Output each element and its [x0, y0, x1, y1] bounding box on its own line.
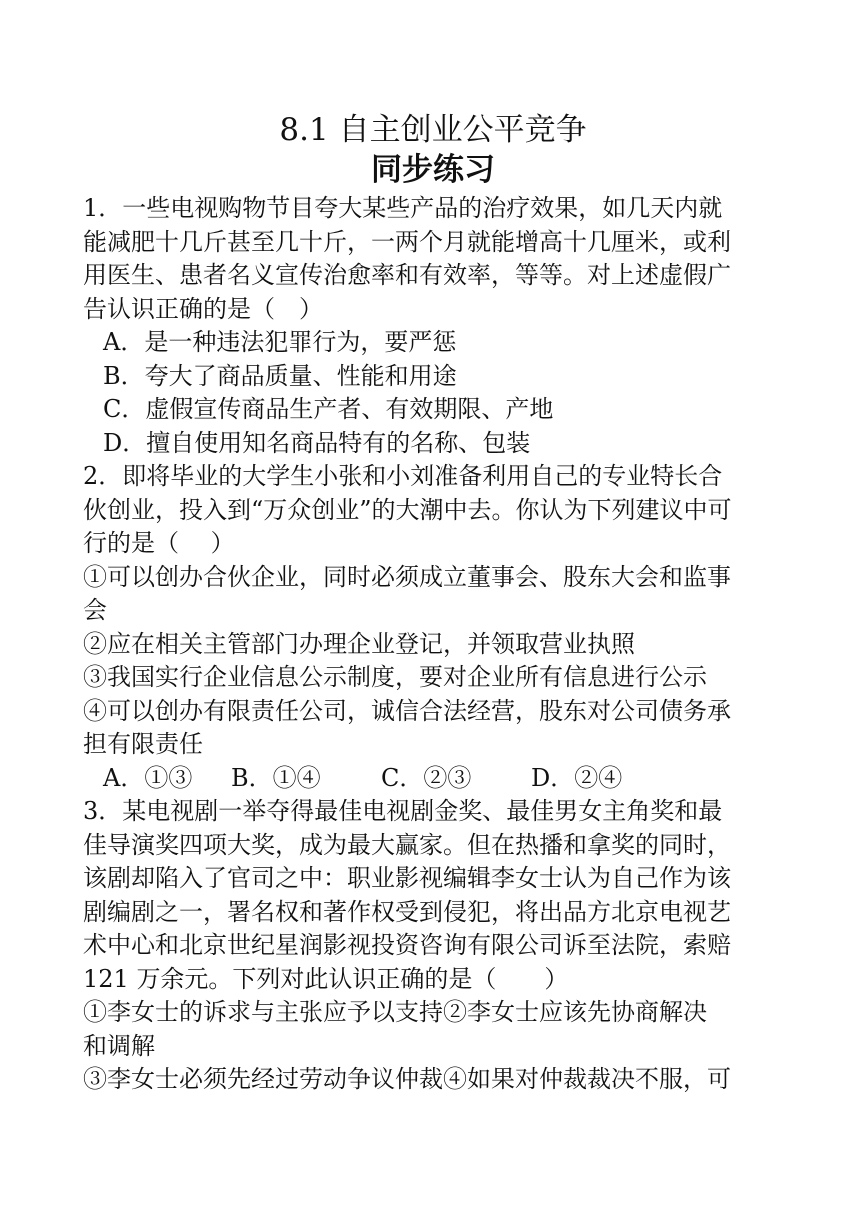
question-2-choice-a: A．①③	[103, 763, 193, 792]
question-3-text-line: 剧编剧之一，署名权和著作权受到侵犯，将出品方北京电视艺	[83, 897, 731, 926]
question-3-statement-3-4: ③李女士必须先经过劳动争议仲裁④如果对仲裁裁决不服，可	[83, 1065, 731, 1093]
page-subtitle: 同步练习	[371, 152, 495, 188]
question-3	[83, 795, 783, 1097]
question-3-text-line: 该剧却陷入了官司之中：职业影视编辑李女士认为自己作为该	[83, 864, 731, 892]
question-3-text-line: 术中心和北京世纪星润影视投资咨询有限公司诉至法院，索赔	[83, 931, 731, 959]
question-3-text-line: 121 万余元。下列对此认识正确的是（ ）	[83, 964, 569, 993]
question-3-text-line: 佳导演奖四项大奖，成为最大赢家。但在热播和拿奖的同时，	[83, 830, 731, 859]
question-2-statement-2: ②应在相关主管部门办理企业登记，并领取营业执照	[83, 629, 635, 658]
question-3-text-line: 3．某电视剧一举夺得最佳电视剧金奖、最佳男女主角奖和最	[83, 797, 723, 825]
question-1-text-line: 用医生、患者名义宣传治愈率和有效率，等等。对上述虚假广	[83, 261, 731, 289]
question-2-text-line: 2．即将毕业的大学生小张和小刘准备利用自己的专业特长合	[83, 462, 723, 490]
question-2	[83, 460, 783, 795]
question-2-choices	[83, 762, 783, 796]
question-2-statement-1: ①可以创办合伙企业，同时必须成立董事会、股东大会和监事	[83, 562, 731, 591]
question-2-text-line: 行的是（ ）	[83, 529, 235, 557]
question-1	[83, 192, 783, 460]
question-2-statement-4: ④可以创办有限责任公司，诚信合法经营，股东对公司债务承	[83, 696, 731, 725]
document-page	[83, 110, 783, 1097]
question-2-statement-4-cont: 担有限责任	[83, 730, 203, 758]
question-2-choice-c: C．②③	[381, 763, 472, 792]
question-1-option-d: D．擅自使用知名商品特有的名称、包装	[103, 428, 531, 457]
page-title: 8.1 自主创业公平竞争	[279, 112, 587, 148]
question-1-option-a: A．是一种违法犯罪行为，要严惩	[103, 328, 457, 356]
question-1-text-line: 告认识正确的是（ ）	[83, 294, 323, 323]
question-3-statement-1-2: ①李女士的诉求与主张应予以支持②李女士应该先协商解决	[83, 998, 707, 1026]
question-1-text-line: 1．一些电视购物节目夸大某些产品的治疗效果，如几天内就	[83, 194, 723, 222]
question-2-statement-1-cont: 会	[83, 596, 107, 624]
question-1-option-b: B．夸大了商品质量、性能和用途	[103, 361, 457, 390]
question-1-text-line: 能减肥十几斤甚至几十斤，一两个月就能增高十几厘米，或利	[83, 227, 731, 256]
question-2-choice-b: B．①④	[231, 763, 321, 792]
question-2-statement-3: ③我国实行企业信息公示制度，要对企业所有信息进行公示	[83, 663, 707, 691]
question-1-option-c: C．虚假宣传商品生产者、有效期限、产地	[103, 395, 554, 423]
question-2-text-line: 伙创业，投入到“万众创业”的大潮中去。你认为下列建议中可	[83, 495, 732, 524]
question-3-statement-2-cont: 和调解	[83, 1031, 155, 1060]
question-2-choice-d: D．②④	[531, 763, 623, 792]
